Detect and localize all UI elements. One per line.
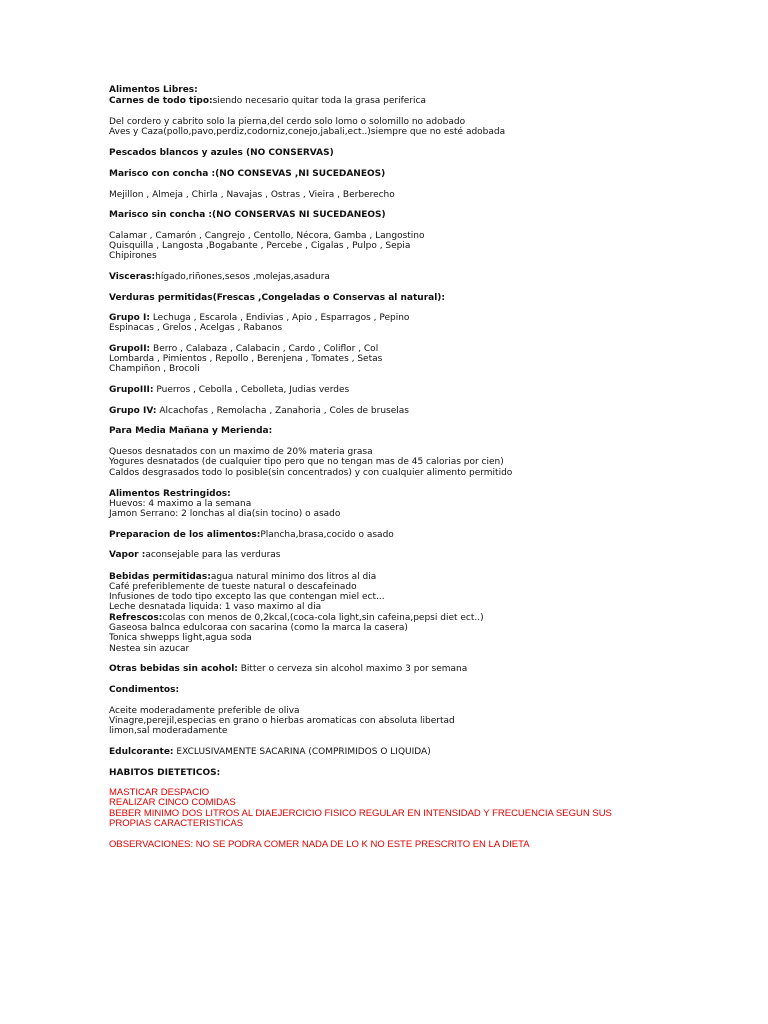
carnes-label: Carnes de todo tipo: — [109, 96, 213, 106]
grupo3-label: GrupoIII: — [109, 385, 154, 395]
grupo3-line — [109, 385, 349, 395]
preparacion-label: Preparacion de los alimentos: — [109, 530, 261, 540]
condimentos-heading: Condimentos: — [109, 685, 180, 695]
visceras-line — [109, 272, 330, 282]
marisco-sin-line-3: Chipirones — [109, 251, 157, 261]
refrescos-line-1: Gaseosa balnca edulcoraa con sacarina (como la marca la casera) — [109, 623, 408, 633]
habitos-line-3: BEBER MINIMO DOS LITROS AL DIAEJERCICIO FISICO REGULAR EN INTENSIDAD Y FRECUENCIA SEGUN SUS — [109, 808, 612, 819]
marisco-sin-line-1: Calamar , Camarón , Cangrejo , Centollo, Nécora, Gamba , Langostino — [109, 231, 425, 241]
grupo2-label: GrupoII: — [109, 344, 151, 354]
condimentos-line-2: Vinagre,perejil,especias en grano o hierbas aromaticas con absoluta libertad — [109, 716, 455, 726]
refrescos-line — [109, 613, 484, 623]
grupo4-label: Grupo IV: — [109, 406, 157, 416]
restringidos-line-1: Huevos: 4 maximo a la semana — [109, 499, 252, 509]
preparacion-text: Plancha,brasa,cocido o asado — [260, 530, 394, 540]
edulcorante-label: Edulcorante: — [109, 747, 174, 757]
preparacion-line — [109, 530, 394, 540]
bebidas-line-2: Infusiones de todo tipo excepto las que contengan miel ect... — [109, 592, 385, 602]
habitos-line-1: MASTICAR DESPACIO — [109, 787, 210, 798]
refrescos-line-3: Nestea sin azucar — [109, 644, 190, 654]
media-line-1: Quesos desnatados con un maximo de 20% materia grasa — [109, 447, 373, 457]
condimentos-line-1: Aceite moderadamente preferible de oliva — [109, 706, 300, 716]
visceras-label: Visceras: — [109, 272, 156, 282]
bebidas-line — [109, 572, 376, 582]
bebidas-text: agua natural minimo dos litros al dia — [210, 572, 377, 582]
otras-bebidas-text: Bitter o cerveza sin alcohol maximo 3 por semana — [237, 664, 468, 674]
edulcorante-line — [109, 747, 431, 757]
restringidos-heading: Alimentos Restringidos: — [109, 489, 231, 499]
section-heading-alimentos-libres: Alimentos Libres: — [109, 85, 198, 95]
vapor-text: aconsejable para las verduras — [145, 550, 281, 560]
observaciones-line: OBSERVACIONES: NO SE PODRA COMER NADA DE LO K NO ESTE PRESCRITO EN LA DIETA — [109, 839, 530, 850]
verduras-heading: Verduras permitidas(Frescas ,Congeladas o Conservas al natural): — [109, 293, 446, 303]
visceras-text: hígado,riñones,sesos ,molejas,asadura — [155, 272, 330, 282]
otras-bebidas-line — [109, 664, 467, 674]
vapor-label: Vapor : — [109, 550, 146, 560]
grupo2-line-2: Lombarda , Pimientos , Repollo , Berenjena , Tomates , Setas — [109, 354, 383, 364]
media-manana-heading: Para Media Mañana y Merienda: — [109, 426, 273, 436]
grupo2-line — [109, 344, 378, 354]
restringidos-line-2: Jamon Serrano: 2 lonchas al dia(sin tocino) o asado — [109, 509, 341, 519]
grupo2-text: Berro , Calabaza , Calabacin , Cardo , Coliflor , Col — [150, 344, 379, 354]
habitos-heading: HABITOS DIETETICOS: — [109, 768, 221, 778]
refrescos-label: Refrescos: — [109, 613, 163, 623]
otras-bebidas-label: Otras bebidas sin acohol: — [109, 664, 238, 674]
media-line-3: Caldos desgrasados todo lo posible(sin concentrados) y con cualquier alimento permitido — [109, 468, 513, 478]
grupo1-label: Grupo I: — [109, 313, 150, 323]
marisco-sin-line-2: Quisquilla , Langosta ,Bogabante , Percebe , Cigalas , Pulpo , Sepia — [109, 241, 411, 251]
carnes-line — [109, 96, 426, 106]
marisco-sin-concha-heading: Marisco sin concha :(NO CONSERVAS NI SUCEDANEOS) — [109, 210, 386, 220]
grupo2-line-3: Champiñon , Brocoli — [109, 364, 200, 374]
bebidas-line-3: Leche desnatada liquida: 1 vaso maximo al dia — [109, 602, 322, 612]
grupo1-line — [109, 313, 409, 323]
habitos-line-2: REALIZAR CINCO COMIDAS — [109, 797, 236, 808]
media-line-2: Yogures desnatados (de cualquier tipo pero que no tengan mas de 45 calorias por cien) — [109, 457, 504, 467]
refrescos-line-2: Tonica shwepps light,agua soda — [109, 633, 252, 643]
pescados-heading: Pescados blancos y azules (NO CONSERVAS) — [109, 148, 334, 158]
refrescos-text: colas con menos de 0,2kcal,(coca-cola light,sin cafeina,pepsi diet ect..) — [162, 613, 484, 623]
aves-line: Aves y Caza(pollo,pavo,perdiz,codorniz,conejo,jabali,ect..)siempre que no esté adobada — [109, 127, 506, 137]
edulcorante-text: EXCLUSIVAMENTE SACARINA (COMPRIMIDOS O LIQUIDA) — [173, 747, 431, 757]
bebidas-label: Bebidas permitidas: — [109, 572, 211, 582]
grupo1-line-2: Espinacas , Grelos , Acelgas , Rabanos — [109, 323, 283, 333]
grupo4-text: Alcachofas , Remolacha , Zanahoria , Coles de bruselas — [156, 406, 409, 416]
bebidas-line-1: Café preferiblemente de tueste natural o descafeinado — [109, 582, 357, 592]
carnes-text: siendo necesario quitar toda la grasa periferica — [212, 96, 427, 106]
grupo1-text: Lechuga , Escarola , Endivias , Apio , Esparragos , Pepino — [149, 313, 410, 323]
marisco-concha-heading: Marisco con concha :(NO CONSEVAS ,NI SUCEDANEOS) — [109, 169, 386, 179]
marisco-concha-list: Mejillon , Almeja , Chirla , Navajas , Ostras , Vieira , Berberecho — [109, 190, 395, 200]
vapor-line — [109, 550, 280, 560]
habitos-line-4: PROPIAS CARACTERISTICAS — [109, 818, 244, 829]
condimentos-line-3: limon,sal moderadamente — [109, 726, 228, 736]
grupo4-line — [109, 406, 409, 416]
cordero-line: Del cordero y cabrito solo la pierna,del cerdo solo lomo o solomillo no adobado — [109, 117, 466, 127]
grupo3-text: Puerros , Cebolla , Cebolleta, Judias verdes — [153, 385, 350, 395]
